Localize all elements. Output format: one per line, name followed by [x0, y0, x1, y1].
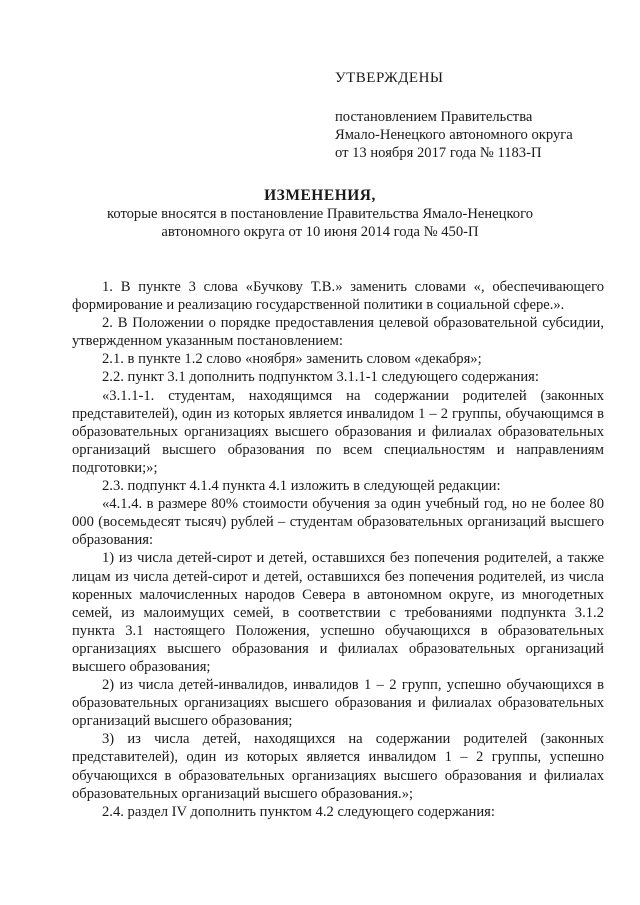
document-body: [72, 278, 604, 821]
paragraph: 1) из числа детей-сирот и детей, оставшихся без попечения родителей, а также лицам из числа детей-сирот и детей, оставшихся без попечения родителей, из числа коренных малочисленных народов Севера в автономном округе, из многодетных семей, из малоимущих семей, в соответствии с требованиями подпункта 3.1.2 пункта 3.1 настоящего Положения, успешно обучающихся в образовательных организациях высшего образования и филиалах образовательных организаций высшего образования;: [72, 550, 604, 675]
paragraph: 1. В пункте 3 слова «Бучкову Т.В.» заменить словами «, обеспечивающего формирование и реализацию государственной политики в социальной сфере.».: [72, 279, 604, 314]
paragraph: 2.3. подпункт 4.1.4 пункта 4.1 изложить в следующей редакции:: [102, 478, 501, 495]
paragraph: 3) из числа детей, находящихся на содержании родителей (законных представителей), один из которых является инвалидом 1 – 2 группы, успешно обучающихся в образовательных организациях высшего образования и филиалах образовательных организаций высшего образования.»;: [72, 731, 604, 802]
paragraph: 2.2. пункт 3.1 дополнить подпунктом 3.1.1-1 следующего содержания:: [102, 369, 539, 386]
approval-line: постановлением Правительства: [335, 109, 533, 125]
approval-block: [335, 108, 625, 162]
paragraph: 2.4. раздел IV дополнить пунктом 4.2 следующего содержания:: [102, 803, 495, 820]
paragraph: 2.1. в пункте 1.2 слово «ноября» заменить словом «декабря»;: [102, 351, 482, 368]
paragraph: «3.1.1-1. студентам, находящимся на содержании родителей (законных представителей), один из которых является инвалидом 1 – 2 группы, обучающимся в образовательных организациях высшего образования и филиалах образовательных организаций высшего образования по всем специальностям и направлениям подготовки;»;: [72, 387, 604, 476]
approval-line: от 13 ноября 2017 года № 1183-П: [335, 145, 542, 161]
paragraph: 2) из числа детей-инвалидов, инвалидов 1 – 2 групп, успешно обучающихся в образовательных организациях высшего образования и филиалах образовательных организаций высшего образования;: [72, 677, 604, 730]
approval-line: Ямало-Ненецкого автономного округа: [335, 127, 573, 143]
document-title: ИЗМЕНЕНИЯ,: [264, 187, 376, 204]
paragraph: «4.1.4. в размере 80% стоимости обучения за один учебный год, но не более 80 000 (восемьдесят тысяч) рублей – студентам образовательных организаций высшего образования:: [72, 496, 604, 549]
approval-title: УТВЕРЖДЕНЫ: [335, 70, 444, 86]
document-subtitle: которые вносятся в постановление Правительства Ямало-Ненецкого автономного округа от 10 июня 2014 года № 450-П: [106, 206, 534, 240]
paragraph: 2. В Положении о порядке предоставления целевой образовательной субсидии, утвержденном указанным постановлением:: [72, 315, 604, 350]
